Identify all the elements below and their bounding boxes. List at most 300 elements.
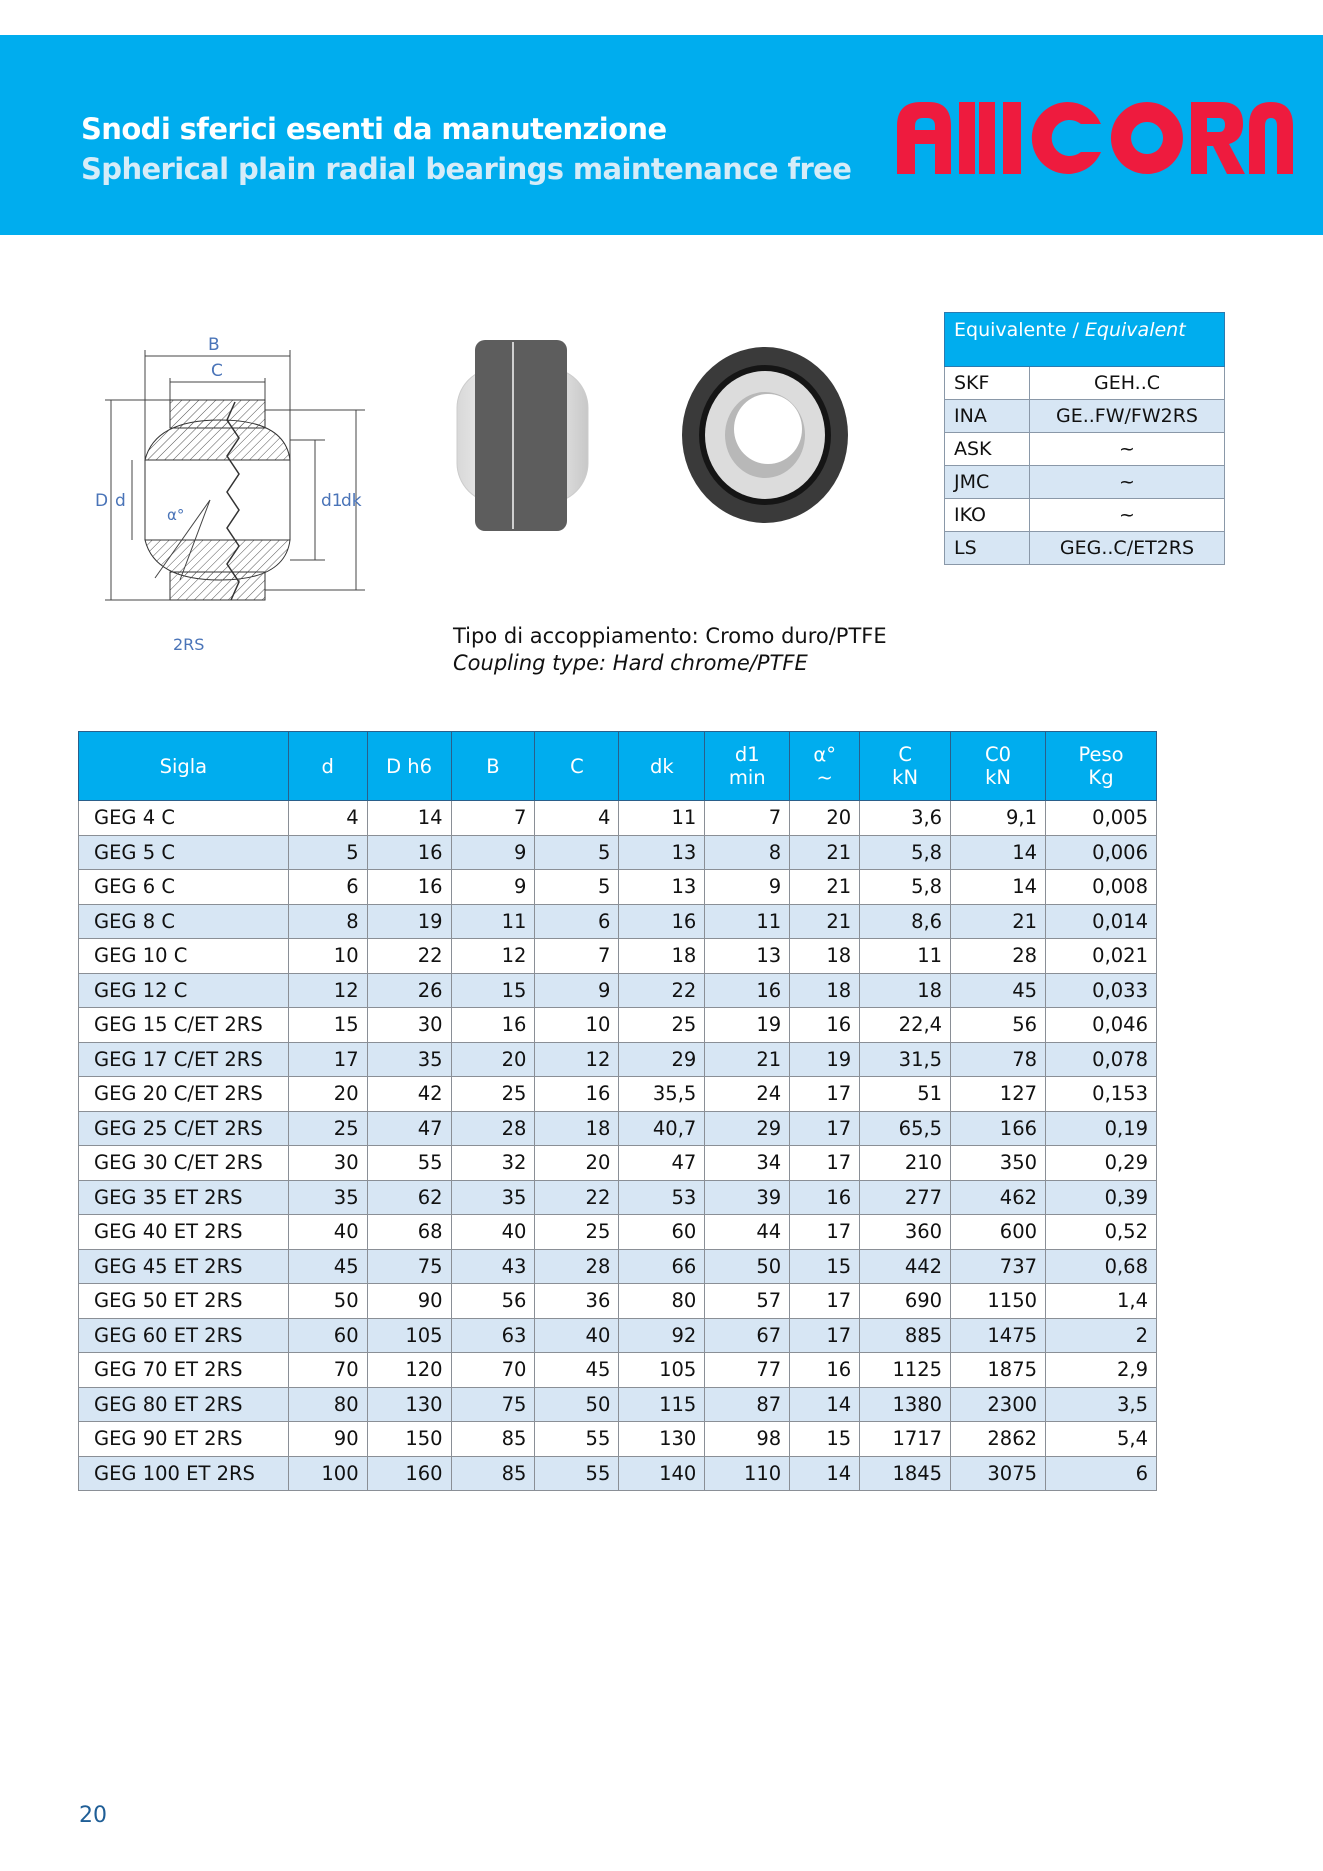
cell-sigla: GEG 70 ET 2RS — [79, 1353, 289, 1388]
cell-C0-kN: 45 — [951, 973, 1046, 1008]
column-header-line1: α° — [813, 743, 836, 766]
cell-D-h6: 105 — [367, 1318, 451, 1353]
cell-B: 25 — [451, 1077, 535, 1112]
column-header-line1: C — [898, 743, 912, 766]
cell-d: 10 — [288, 939, 367, 974]
equivalents-row — [945, 433, 1225, 466]
cell-sigla: GEG 20 C/ET 2RS — [79, 1077, 289, 1112]
cell-peso-kg: 0,033 — [1046, 973, 1157, 1008]
logo-letter-a — [897, 102, 951, 174]
page-title-italian: Snodi sferici esenti da manutenzione — [81, 112, 667, 146]
cell-B: 7 — [451, 801, 535, 836]
cell-C0-kN: 1475 — [951, 1318, 1046, 1353]
cell-d: 20 — [288, 1077, 367, 1112]
cell-C: 4 — [535, 801, 619, 836]
cell-dk: 140 — [619, 1456, 705, 1491]
cell-C: 40 — [535, 1318, 619, 1353]
page-title-english: Spherical plain radial bearings maintenance free — [81, 152, 852, 186]
table-row — [79, 1284, 1157, 1319]
cell-d: 12 — [288, 973, 367, 1008]
cell-alpha: 17 — [790, 1215, 860, 1250]
cell-C: 18 — [535, 1111, 619, 1146]
cell-alpha: 17 — [790, 1146, 860, 1181]
equivalents-row — [945, 367, 1225, 400]
cell-peso-kg: 0,006 — [1046, 835, 1157, 870]
table-row — [79, 973, 1157, 1008]
cell-d1-min: 44 — [705, 1215, 790, 1250]
cell-B: 28 — [451, 1111, 535, 1146]
cell-dk: 53 — [619, 1180, 705, 1215]
cell-sigla: GEG 80 ET 2RS — [79, 1387, 289, 1422]
cell-d: 15 — [288, 1008, 367, 1043]
cell-dk: 13 — [619, 835, 705, 870]
cell-D-h6: 47 — [367, 1111, 451, 1146]
cell-sigla: GEG 8 C — [79, 904, 289, 939]
column-header-line1: B — [486, 754, 500, 778]
cell-d1-min: 29 — [705, 1111, 790, 1146]
table-row — [79, 1249, 1157, 1284]
cell-d1-min: 8 — [705, 835, 790, 870]
cell-d1-min: 77 — [705, 1353, 790, 1388]
equivalents-row — [945, 400, 1225, 433]
cell-alpha: 16 — [790, 1008, 860, 1043]
column-header-d — [288, 732, 367, 801]
cell-sigla: GEG 4 C — [79, 801, 289, 836]
cell-B: 9 — [451, 835, 535, 870]
dimension-label-small-d: d — [115, 491, 126, 511]
cell-dk: 80 — [619, 1284, 705, 1319]
column-header-line2: ~ — [816, 766, 833, 789]
equivalents-header-english: Equivalent — [1084, 319, 1186, 341]
cell-alpha: 21 — [790, 835, 860, 870]
cell-B: 32 — [451, 1146, 535, 1181]
cell-C0-kN: 56 — [951, 1008, 1046, 1043]
cell-C-kN: 8,6 — [860, 904, 951, 939]
cell-d: 17 — [288, 1042, 367, 1077]
cell-sigla: GEG 6 C — [79, 870, 289, 905]
equivalent-model: ~ — [1030, 499, 1225, 532]
cell-d: 4 — [288, 801, 367, 836]
cell-B: 75 — [451, 1387, 535, 1422]
bearing-front-photo — [680, 345, 850, 525]
bearing-specifications-table — [78, 731, 1157, 1491]
table-row — [79, 1111, 1157, 1146]
cell-C0-kN: 737 — [951, 1249, 1046, 1284]
cell-D-h6: 130 — [367, 1387, 451, 1422]
cell-peso-kg: 0,014 — [1046, 904, 1157, 939]
cell-dk: 105 — [619, 1353, 705, 1388]
logo-letter-l — [959, 102, 995, 174]
cell-dk: 18 — [619, 939, 705, 974]
cell-peso-kg: 0,52 — [1046, 1215, 1157, 1250]
cell-B: 9 — [451, 870, 535, 905]
cell-sigla: GEG 45 ET 2RS — [79, 1249, 289, 1284]
seal-label: 2RS — [173, 635, 205, 654]
equivalent-brand: JMC — [945, 466, 1030, 499]
cell-d1-min: 110 — [705, 1456, 790, 1491]
table-row — [79, 939, 1157, 974]
cell-C0-kN: 166 — [951, 1111, 1046, 1146]
cell-C-kN: 1380 — [860, 1387, 951, 1422]
cell-C: 55 — [535, 1456, 619, 1491]
cell-D-h6: 42 — [367, 1077, 451, 1112]
cell-d: 35 — [288, 1180, 367, 1215]
cell-d: 8 — [288, 904, 367, 939]
cell-peso-kg: 0,078 — [1046, 1042, 1157, 1077]
cell-d1-min: 21 — [705, 1042, 790, 1077]
column-header-C0-kN — [951, 732, 1046, 801]
cell-peso-kg: 0,008 — [1046, 870, 1157, 905]
cell-d: 40 — [288, 1215, 367, 1250]
cell-d1-min: 19 — [705, 1008, 790, 1043]
logo-letter-i — [1003, 102, 1021, 174]
column-header-line1: dk — [649, 754, 674, 778]
cell-C-kN: 5,8 — [860, 835, 951, 870]
cell-C: 6 — [535, 904, 619, 939]
column-header-alpha — [790, 732, 860, 801]
cell-B: 70 — [451, 1353, 535, 1388]
cell-d: 80 — [288, 1387, 367, 1422]
coupling-type-italian: Tipo di accoppiamento: Cromo duro/PTFE — [453, 624, 887, 648]
cell-C-kN: 277 — [860, 1180, 951, 1215]
cell-C: 22 — [535, 1180, 619, 1215]
cell-alpha: 21 — [790, 870, 860, 905]
cell-d: 6 — [288, 870, 367, 905]
cell-C0-kN: 600 — [951, 1215, 1046, 1250]
cell-B: 15 — [451, 973, 535, 1008]
equivalent-brand: ASK — [945, 433, 1030, 466]
cell-alpha: 21 — [790, 904, 860, 939]
cell-B: 16 — [451, 1008, 535, 1043]
bearing-side-photo — [455, 338, 590, 533]
equivalent-model: GE..FW/FW2RS — [1030, 400, 1225, 433]
cell-dk: 92 — [619, 1318, 705, 1353]
cell-C-kN: 360 — [860, 1215, 951, 1250]
cell-D-h6: 160 — [367, 1456, 451, 1491]
cell-dk: 29 — [619, 1042, 705, 1077]
cell-peso-kg: 2 — [1046, 1318, 1157, 1353]
cell-sigla: GEG 30 C/ET 2RS — [79, 1146, 289, 1181]
cell-sigla: GEG 50 ET 2RS — [79, 1284, 289, 1319]
cell-C-kN: 3,6 — [860, 801, 951, 836]
cell-sigla: GEG 60 ET 2RS — [79, 1318, 289, 1353]
cell-dk: 35,5 — [619, 1077, 705, 1112]
cell-C: 20 — [535, 1146, 619, 1181]
cell-sigla: GEG 90 ET 2RS — [79, 1422, 289, 1457]
cell-d: 100 — [288, 1456, 367, 1491]
table-row — [79, 1008, 1157, 1043]
table-row — [79, 1456, 1157, 1491]
cell-C0-kN: 462 — [951, 1180, 1046, 1215]
column-header-line2: kN — [892, 766, 919, 789]
cell-C: 9 — [535, 973, 619, 1008]
cell-peso-kg: 0,39 — [1046, 1180, 1157, 1215]
cell-peso-kg: 0,046 — [1046, 1008, 1157, 1043]
cell-d1-min: 98 — [705, 1422, 790, 1457]
cell-dk: 115 — [619, 1387, 705, 1422]
cell-C0-kN: 21 — [951, 904, 1046, 939]
cell-sigla: GEG 17 C/ET 2RS — [79, 1042, 289, 1077]
cell-C: 36 — [535, 1284, 619, 1319]
cell-C0-kN: 2300 — [951, 1387, 1046, 1422]
cell-d: 50 — [288, 1284, 367, 1319]
equivalent-model: GEG..C/ET2RS — [1030, 532, 1225, 565]
cell-alpha: 17 — [790, 1318, 860, 1353]
cell-d1-min: 9 — [705, 870, 790, 905]
table-row — [79, 1042, 1157, 1077]
cell-C-kN: 18 — [860, 973, 951, 1008]
logo-letter-n — [1249, 102, 1293, 174]
cell-d1-min: 16 — [705, 973, 790, 1008]
cell-B: 12 — [451, 939, 535, 974]
column-header-line2: min — [728, 766, 766, 789]
cell-d1-min: 57 — [705, 1284, 790, 1319]
column-header-line1: Sigla — [159, 754, 208, 778]
cell-C: 5 — [535, 870, 619, 905]
cell-d: 60 — [288, 1318, 367, 1353]
bearing-cross-section-diagram — [75, 320, 375, 680]
cell-C0-kN: 14 — [951, 835, 1046, 870]
table-row — [79, 835, 1157, 870]
equivalent-brand: LS — [945, 532, 1030, 565]
cell-B: 85 — [451, 1456, 535, 1491]
cell-dk: 47 — [619, 1146, 705, 1181]
cell-C: 28 — [535, 1249, 619, 1284]
cell-D-h6: 14 — [367, 801, 451, 836]
table-row — [79, 1387, 1157, 1422]
dimension-label-c: C — [211, 361, 223, 381]
cell-sigla: GEG 25 C/ET 2RS — [79, 1111, 289, 1146]
alicorn-logo — [895, 100, 1295, 176]
cell-peso-kg: 3,5 — [1046, 1387, 1157, 1422]
cell-B: 56 — [451, 1284, 535, 1319]
cell-C0-kN: 3075 — [951, 1456, 1046, 1491]
cell-C0-kN: 14 — [951, 870, 1046, 905]
cell-C0-kN: 78 — [951, 1042, 1046, 1077]
cell-alpha: 16 — [790, 1353, 860, 1388]
column-header-line1: d1 — [734, 743, 760, 766]
cell-C0-kN: 350 — [951, 1146, 1046, 1181]
cell-peso-kg: 0,153 — [1046, 1077, 1157, 1112]
column-header-dk — [619, 732, 705, 801]
equivalents-row — [945, 532, 1225, 565]
column-header-line2: kN — [985, 766, 1011, 789]
table-row — [79, 1215, 1157, 1250]
cell-C: 25 — [535, 1215, 619, 1250]
cell-alpha: 18 — [790, 973, 860, 1008]
cell-alpha: 16 — [790, 1180, 860, 1215]
equivalents-row — [945, 499, 1225, 532]
cell-C: 12 — [535, 1042, 619, 1077]
dimension-label-big-d: D — [95, 491, 109, 511]
cell-d1-min: 50 — [705, 1249, 790, 1284]
column-header-C — [535, 732, 619, 801]
column-header-C-kN — [860, 732, 951, 801]
equivalent-brand: SKF — [945, 367, 1030, 400]
cell-D-h6: 62 — [367, 1180, 451, 1215]
equivalent-model: GEH..C — [1030, 367, 1225, 400]
cell-peso-kg: 0,19 — [1046, 1111, 1157, 1146]
cell-peso-kg: 6 — [1046, 1456, 1157, 1491]
cell-C-kN: 210 — [860, 1146, 951, 1181]
cell-dk: 130 — [619, 1422, 705, 1457]
page-number: 20 — [79, 1803, 107, 1828]
cell-D-h6: 22 — [367, 939, 451, 974]
cell-peso-kg: 2,9 — [1046, 1353, 1157, 1388]
cell-C0-kN: 9,1 — [951, 801, 1046, 836]
cell-d: 30 — [288, 1146, 367, 1181]
equivalent-brand: IKO — [945, 499, 1030, 532]
cell-C-kN: 885 — [860, 1318, 951, 1353]
column-header-sigla — [79, 732, 289, 801]
cell-D-h6: 26 — [367, 973, 451, 1008]
cell-d: 90 — [288, 1422, 367, 1457]
cell-D-h6: 55 — [367, 1146, 451, 1181]
cell-alpha: 14 — [790, 1456, 860, 1491]
cell-B: 35 — [451, 1180, 535, 1215]
cell-peso-kg: 1,4 — [1046, 1284, 1157, 1319]
cell-dk: 25 — [619, 1008, 705, 1043]
column-header-line1: C0 — [985, 743, 1012, 766]
cell-C: 45 — [535, 1353, 619, 1388]
coupling-type — [453, 623, 887, 677]
table-row — [79, 870, 1157, 905]
cell-d1-min: 34 — [705, 1146, 790, 1181]
cell-alpha: 15 — [790, 1422, 860, 1457]
cell-peso-kg: 5,4 — [1046, 1422, 1157, 1457]
cell-C: 55 — [535, 1422, 619, 1457]
cell-B: 85 — [451, 1422, 535, 1457]
column-header-d1-min — [705, 732, 790, 801]
angle-label: α° — [167, 506, 185, 524]
cell-C: 5 — [535, 835, 619, 870]
table-row — [79, 1353, 1157, 1388]
cell-d1-min: 87 — [705, 1387, 790, 1422]
cell-alpha: 19 — [790, 1042, 860, 1077]
cell-D-h6: 35 — [367, 1042, 451, 1077]
cell-dk: 13 — [619, 870, 705, 905]
table-header-row — [79, 732, 1157, 801]
cell-d1-min: 11 — [705, 904, 790, 939]
cell-D-h6: 90 — [367, 1284, 451, 1319]
column-header-line1: d — [321, 754, 334, 778]
cell-D-h6: 68 — [367, 1215, 451, 1250]
cell-C0-kN: 28 — [951, 939, 1046, 974]
cell-C0-kN: 1875 — [951, 1353, 1046, 1388]
cell-alpha: 18 — [790, 939, 860, 974]
cell-d1-min: 24 — [705, 1077, 790, 1112]
cell-peso-kg: 0,005 — [1046, 801, 1157, 836]
column-header-peso-kg — [1046, 732, 1157, 801]
cell-D-h6: 16 — [367, 870, 451, 905]
cell-dk: 16 — [619, 904, 705, 939]
cell-alpha: 14 — [790, 1387, 860, 1422]
cell-d1-min: 7 — [705, 801, 790, 836]
table-row — [79, 801, 1157, 836]
table-row — [79, 1180, 1157, 1215]
cell-alpha: 17 — [790, 1284, 860, 1319]
cell-C-kN: 51 — [860, 1077, 951, 1112]
cell-d1-min: 67 — [705, 1318, 790, 1353]
column-header-line1: Peso — [1078, 743, 1124, 766]
column-header-line2: Kg — [1088, 766, 1114, 789]
cell-B: 40 — [451, 1215, 535, 1250]
logo-letter-o — [1111, 102, 1183, 174]
cell-C-kN: 690 — [860, 1284, 951, 1319]
logo-letter-c — [1032, 102, 1101, 174]
cell-B: 11 — [451, 904, 535, 939]
table-row — [79, 1077, 1157, 1112]
equivalent-model: ~ — [1030, 466, 1225, 499]
table-row — [79, 1146, 1157, 1181]
column-header-line1: C — [570, 754, 584, 778]
cell-C0-kN: 1150 — [951, 1284, 1046, 1319]
cell-C-kN: 65,5 — [860, 1111, 951, 1146]
cell-alpha: 20 — [790, 801, 860, 836]
coupling-type-english: Coupling type: Hard chrome/PTFE — [453, 651, 808, 675]
cell-d1-min: 13 — [705, 939, 790, 974]
cell-D-h6: 75 — [367, 1249, 451, 1284]
cell-C-kN: 5,8 — [860, 870, 951, 905]
equivalents-table — [944, 312, 1225, 565]
cell-dk: 11 — [619, 801, 705, 836]
equivalents-row — [945, 466, 1225, 499]
table-row — [79, 904, 1157, 939]
table-row — [79, 1318, 1157, 1353]
cell-B: 20 — [451, 1042, 535, 1077]
cell-d: 5 — [288, 835, 367, 870]
cell-C: 7 — [535, 939, 619, 974]
cell-C-kN: 22,4 — [860, 1008, 951, 1043]
equivalent-model: ~ — [1030, 433, 1225, 466]
dimension-label-dk: dk — [341, 491, 362, 511]
cell-peso-kg: 0,68 — [1046, 1249, 1157, 1284]
cell-D-h6: 30 — [367, 1008, 451, 1043]
cell-d: 45 — [288, 1249, 367, 1284]
cell-sigla: GEG 35 ET 2RS — [79, 1180, 289, 1215]
cell-peso-kg: 0,29 — [1046, 1146, 1157, 1181]
cell-sigla: GEG 10 C — [79, 939, 289, 974]
cell-sigla: GEG 40 ET 2RS — [79, 1215, 289, 1250]
cell-peso-kg: 0,021 — [1046, 939, 1157, 974]
equivalent-brand: INA — [945, 400, 1030, 433]
cell-dk: 66 — [619, 1249, 705, 1284]
cell-D-h6: 16 — [367, 835, 451, 870]
cell-d1-min: 39 — [705, 1180, 790, 1215]
cell-B: 63 — [451, 1318, 535, 1353]
dimension-label-d1: d1 — [321, 491, 343, 511]
cell-C: 50 — [535, 1387, 619, 1422]
cell-C-kN: 1717 — [860, 1422, 951, 1457]
cell-C: 10 — [535, 1008, 619, 1043]
cell-B: 43 — [451, 1249, 535, 1284]
equivalents-header — [945, 313, 1225, 367]
cell-C-kN: 31,5 — [860, 1042, 951, 1077]
cell-d: 70 — [288, 1353, 367, 1388]
table-row — [79, 1422, 1157, 1457]
cell-C-kN: 1845 — [860, 1456, 951, 1491]
cell-dk: 40,7 — [619, 1111, 705, 1146]
cell-dk: 60 — [619, 1215, 705, 1250]
cell-D-h6: 19 — [367, 904, 451, 939]
cell-alpha: 15 — [790, 1249, 860, 1284]
cell-sigla: GEG 15 C/ET 2RS — [79, 1008, 289, 1043]
cell-C0-kN: 2862 — [951, 1422, 1046, 1457]
cell-d: 25 — [288, 1111, 367, 1146]
cell-D-h6: 150 — [367, 1422, 451, 1457]
column-header-line1: D h6 — [386, 754, 433, 778]
cell-sigla: GEG 100 ET 2RS — [79, 1456, 289, 1491]
